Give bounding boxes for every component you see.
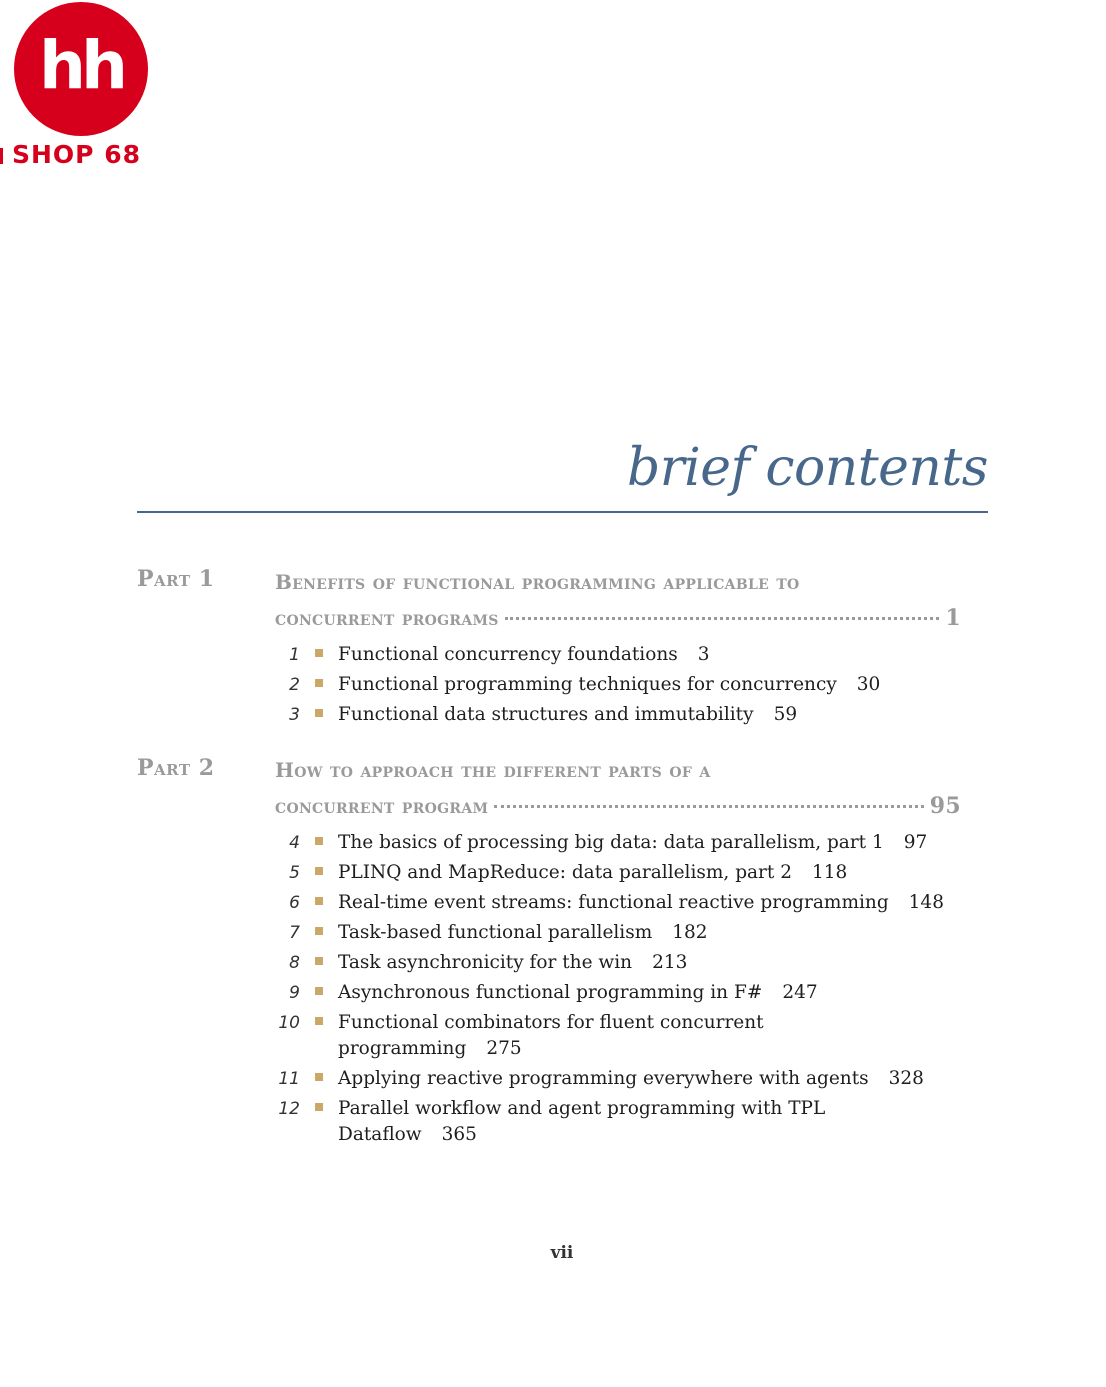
chapter-page: 97: [903, 832, 928, 853]
chapter-number: 9: [289, 983, 300, 1003]
bullet-icon: [315, 837, 323, 845]
chapter-title-continued: programming: [338, 1038, 467, 1059]
part-page-number: 95: [929, 793, 961, 819]
chapter-title: Functional data structures and immutability: [338, 704, 754, 725]
chapter-title: Functional combinators for fluent concurrent: [338, 1012, 764, 1033]
chapter-page: 59: [773, 704, 798, 725]
chapter-title: Applying reactive programming everywhere with agents: [338, 1068, 869, 1089]
chapter-page: 365: [441, 1124, 477, 1145]
bullet-icon: [315, 987, 323, 995]
chapter-title-continued: Dataflow: [338, 1124, 422, 1145]
chapter-page: 213: [652, 952, 688, 973]
part-2-chapter-list: [262, 830, 992, 1152]
part-page-number: 1: [945, 605, 961, 631]
chapter-page: 328: [888, 1068, 924, 1089]
chapter-entry[interactable]: [262, 860, 992, 886]
chapter-number: 3: [289, 705, 300, 725]
bullet-icon: [315, 649, 323, 657]
chapter-entry[interactable]: [262, 980, 992, 1006]
chapter-entry[interactable]: [262, 672, 992, 698]
chapter-page: 30: [856, 674, 881, 695]
chapter-number: 10: [278, 1013, 300, 1033]
chapter-entry[interactable]: [262, 890, 992, 916]
chapter-entry[interactable]: [262, 1066, 992, 1092]
part-title-line: concurrent program: [275, 794, 489, 818]
bullet-icon: [315, 927, 323, 935]
chapter-page: 3: [697, 644, 710, 665]
chapter-title: Functional programming techniques for concurrency: [338, 674, 837, 695]
chapter-entry[interactable]: [262, 1010, 992, 1062]
bullet-icon: [315, 1017, 323, 1025]
chapter-page: 148: [908, 892, 944, 913]
part-1-title: [275, 564, 981, 636]
part-title-last-line: [275, 600, 961, 636]
chapter-entry[interactable]: [262, 642, 992, 668]
chapter-title: Real-time event streams: functional reactive programming: [338, 892, 889, 913]
chapter-number: 5: [289, 863, 300, 883]
chapter-number: 8: [289, 953, 300, 973]
chapter-title: Task-based functional parallelism: [338, 922, 653, 943]
chapter-title: Asynchronous functional programming in F#: [338, 982, 763, 1003]
page-number: vii: [550, 1243, 574, 1263]
chapter-title: Task asynchronicity for the win: [338, 952, 633, 973]
chapter-title: The basics of processing big data: data parallelism, part 1: [338, 832, 884, 853]
chapter-page: 118: [812, 862, 848, 883]
part-1-label: Part 1: [137, 566, 215, 592]
part-title-last-line: [275, 788, 961, 824]
chapter-title: Functional concurrency foundations: [338, 644, 678, 665]
chapter-page: 247: [782, 982, 818, 1003]
part-title-line: Benefits of functional programming applicable to: [275, 570, 800, 594]
chapter-entry[interactable]: [262, 830, 992, 856]
part-1-chapter-list: [262, 642, 992, 732]
logo-text: SHOP 68: [12, 140, 141, 169]
chapter-page: 275: [486, 1038, 522, 1059]
chapter-entry[interactable]: [262, 950, 992, 976]
bullet-icon: [315, 1103, 323, 1111]
chapter-page: 182: [672, 922, 708, 943]
chapter-number: 4: [289, 833, 300, 853]
title-rule: [137, 511, 988, 513]
chapter-number: 7: [289, 923, 300, 943]
bullet-icon: [315, 679, 323, 687]
bullet-icon: [315, 897, 323, 905]
bullet-icon: [315, 867, 323, 875]
chapter-entry[interactable]: [262, 1096, 992, 1148]
logo-letters: hh: [39, 27, 123, 104]
part-2-label: Part 2: [137, 755, 215, 781]
chapter-number: 2: [289, 675, 300, 695]
chapter-number: 12: [278, 1099, 300, 1119]
chapter-number: 1: [289, 645, 300, 665]
shop-logo: [14, 2, 150, 170]
logo-edge-mark: [0, 148, 3, 164]
part-title-line: How to approach the different parts of a: [275, 758, 711, 782]
bullet-icon: [315, 957, 323, 965]
chapter-title: PLINQ and MapReduce: data parallelism, part 2: [338, 862, 792, 883]
page-title: brief contents: [627, 438, 988, 498]
chapter-entry[interactable]: [262, 920, 992, 946]
part-title-line: concurrent programs: [275, 606, 499, 630]
bullet-icon: [315, 709, 323, 717]
chapter-title: Parallel workflow and agent programming with TPL: [338, 1098, 826, 1119]
dot-leader: [494, 805, 923, 808]
dot-leader: [505, 617, 940, 620]
part-2-title: [275, 752, 981, 824]
bullet-icon: [315, 1073, 323, 1081]
chapter-entry[interactable]: [262, 702, 992, 728]
chapter-number: 6: [289, 893, 300, 913]
chapter-number: 11: [278, 1069, 300, 1089]
